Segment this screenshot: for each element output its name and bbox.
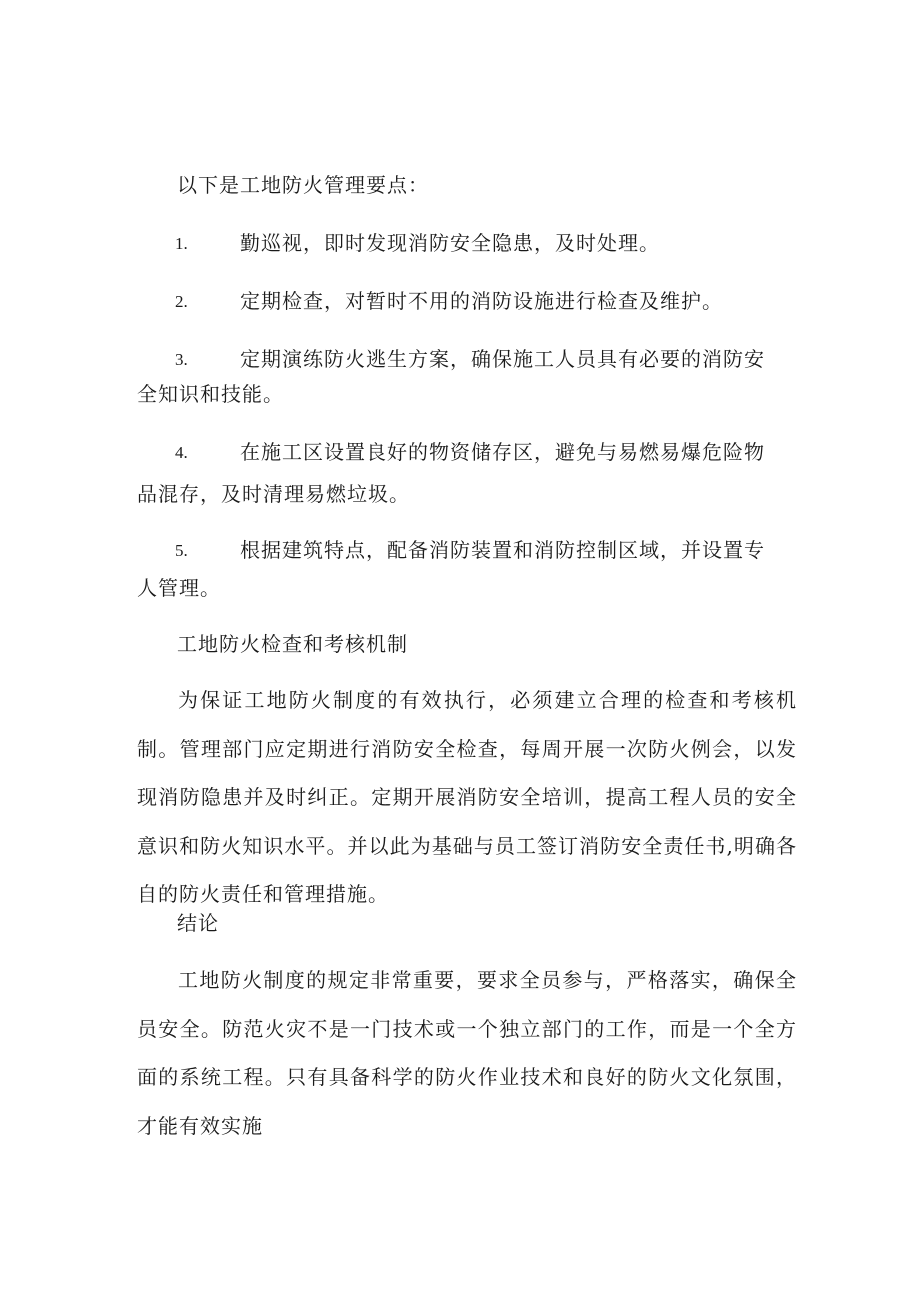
intro-text: 以下是工地防火管理要点： (177, 173, 429, 197)
item-4-text-cont: 品混存，及时清理易燃垃圾。 (137, 482, 410, 506)
item-2-text: 定期检查，对暂时不用的消防设施进行检查及维护。 (240, 289, 723, 313)
item-3-text: 定期演练防火逃生方案，确保施工人员具有必要的消防安 (240, 347, 765, 371)
item-5-text: 根据建筑特点，配备消防装置和消防控制区域，并设置专 (240, 538, 765, 562)
item-2-number: 2. (175, 292, 188, 311)
item-5-text-cont: 人管理。 (137, 576, 221, 600)
item-4-text: 在施工区设置良好的物资储存区，避免与易燃易爆危险物 (240, 440, 765, 464)
item-4-number: 4. (175, 443, 188, 462)
section-heading-inspection: 工地防火检查和考核机制 (177, 632, 408, 656)
section-body-inspection: 为保证工地防火制度的有效执行，必须建立合理的检查和考核机制。管理部门应定期进行消防安全检查，每周开展一次防火例会，以发现消防隐患并及时纠正。定期开展消防安全培训，提高工程人员的安全意识和防火知识水平。并以此为基础与员工签订消防安全责任书,明确各自的防火责任和管理措施。 (137, 688, 797, 906)
section-heading-conclusion: 结论 (177, 911, 219, 935)
item-3-number: 3. (175, 350, 188, 369)
section-body-conclusion: 工地防火制度的规定非常重要，要求全员参与，严格落实，确保全员安全。防范火灾不是一门技术或一个独立部门的工作，而是一个全方面的系统工程。只有具备科学的防火作业技术和良好的防火文化氛围，才能有效实施 (137, 968, 797, 1138)
item-3-text-cont: 全知识和技能。 (137, 382, 284, 406)
item-1-number: 1. (175, 234, 188, 253)
item-5-number: 5. (175, 541, 188, 560)
item-1-text: 勤巡视，即时发现消防安全隐患，及时处理。 (240, 231, 660, 255)
